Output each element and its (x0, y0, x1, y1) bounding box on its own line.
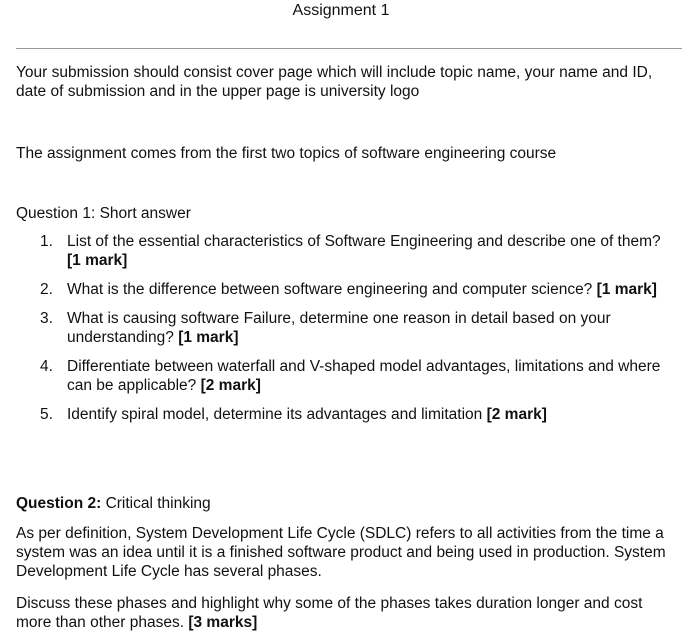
sdlc-task (16, 594, 682, 632)
item-text: What is causing software Failure, determine one reason in detail based on your understanding? (67, 310, 611, 346)
item-marks: [1 mark] (67, 252, 128, 269)
item-marks: [2 mark] (200, 377, 261, 394)
item-text: What is the difference between software engineering and computer science? (67, 281, 593, 298)
item-number: 5. (40, 406, 53, 423)
item-marks: [2 mark] (486, 406, 547, 423)
sdlc-task-marks: [3 marks] (188, 614, 258, 631)
item-number: 4. (40, 358, 53, 375)
item-number: 2. (40, 281, 53, 298)
item-number: 1. (40, 233, 53, 250)
item-marks: [1 mark] (178, 329, 239, 346)
question-1-item (16, 405, 676, 424)
title-divider (16, 48, 682, 49)
question-1-list (16, 232, 676, 434)
item-marks: [1 mark] (596, 281, 657, 298)
question-1-item (16, 280, 676, 299)
item-number: 3. (40, 310, 53, 327)
item-text: List of the essential characteristics of Software Engineering and describe one of them? (67, 233, 661, 250)
question-1-item (16, 357, 676, 395)
question-1-item (16, 309, 676, 347)
item-text: Differentiate between waterfall and V-shaped model advantages, limitations and where can be applicable? (67, 358, 661, 394)
sdlc-task-text: Discuss these phases and highlight why some of the phases takes duration longer and cost more than other phases. (16, 595, 643, 631)
question-2-label: Question 2: (16, 495, 102, 512)
sdlc-definition: As per definition, System Development Life Cycle (SDLC) refers to all activities from the time a system was an idea until it is a finished software product and being used in production. System Development Life Cycle has several phases. (16, 525, 666, 580)
submission-instructions: Your submission should consist cover page which will include topic name, your name and ID, date of submission and in the upper page is university logo (16, 64, 653, 100)
question-1-heading: Question 1: Short answer (16, 205, 191, 222)
question-2-heading (16, 494, 682, 513)
assignment-scope: The assignment comes from the first two topics of software engineering course (16, 145, 557, 162)
item-text: Identify spiral model, determine its advantages and limitation (67, 406, 483, 423)
question-1-item (16, 232, 676, 270)
assignment-title: Assignment 1 (292, 2, 390, 19)
question-2-topic: Critical thinking (105, 495, 211, 512)
